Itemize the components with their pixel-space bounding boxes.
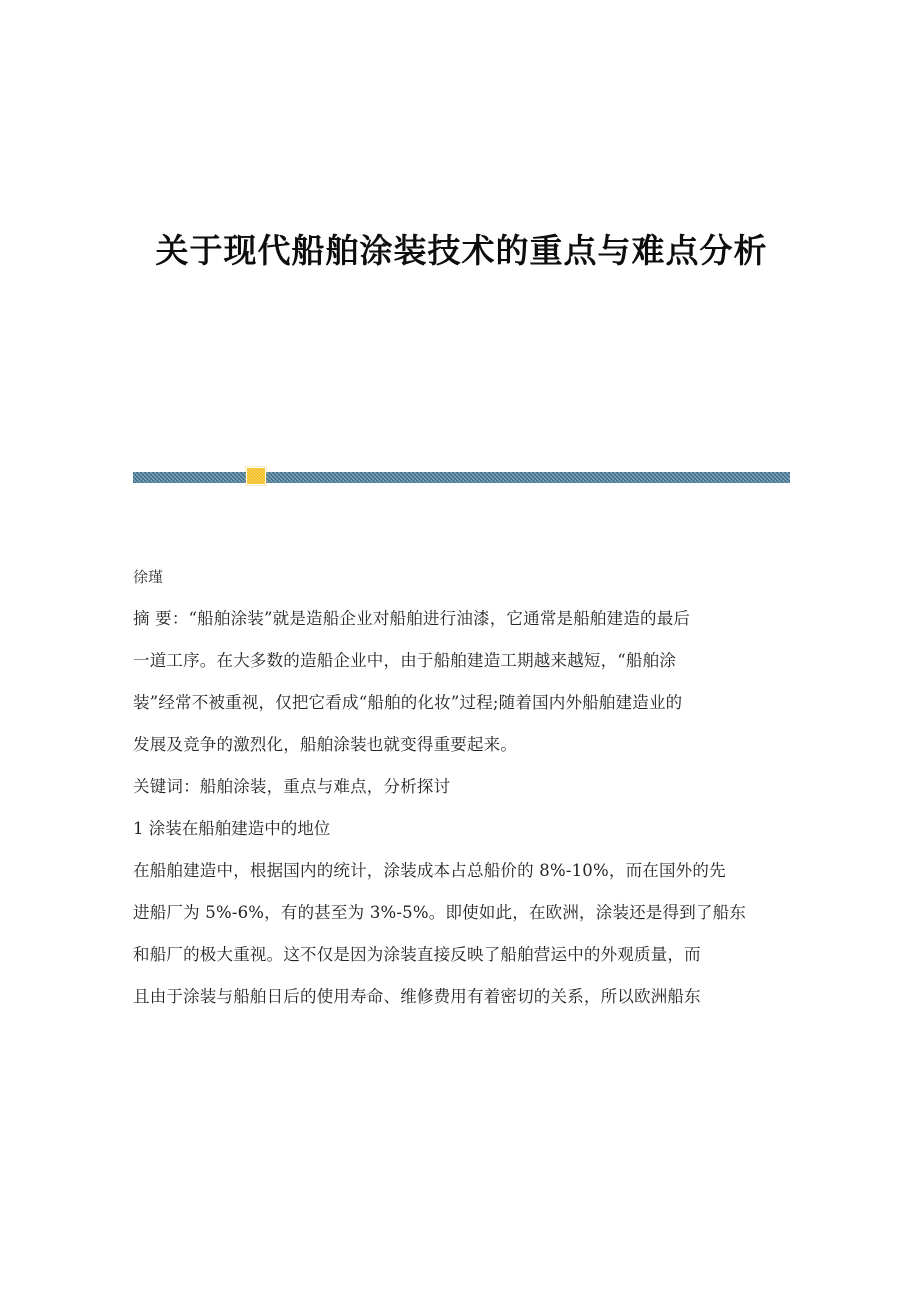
abstract-line: 装”经常不被重视，仅把它看成“船舶的化妆”过程;随着国内外船舶建造业的: [133, 693, 683, 712]
section-body-line: 且由于涂装与船舶日后的使用寿命、维修费用有着密切的关系，所以欧洲船东: [133, 987, 701, 1006]
abstract-line: 摘 要：“船舶涂装”就是造船企业对船舶进行油漆，它通常是船舶建造的最后: [133, 609, 691, 628]
keywords-line: 关键词：船舶涂装，重点与难点，分析探讨: [133, 777, 451, 796]
abstract-line: 一道工序。在大多数的造船企业中，由于船舶建造工期越来越短，“船舶涂: [133, 651, 677, 670]
author-name: 徐瑾: [133, 568, 164, 586]
abstract-line: 发展及竞争的激烈化，船舶涂装也就变得重要起来。: [133, 735, 518, 754]
section-body-line: 在船舶建造中，根据国内的统计，涂装成本占总船价的 8%-10%，而在国外的先: [133, 861, 726, 880]
gold-square-ornament-icon: [246, 467, 266, 485]
title-divider: [133, 466, 790, 488]
section-body-line: 和船厂的极大重视。这不仅是因为涂装直接反映了船舶营运中的外观质量，而: [133, 945, 701, 964]
section-body-line: 进船厂为 5%-6%，有的甚至为 3%-5%。即使如此，在欧洲，涂装还是得到了船东: [133, 903, 747, 922]
section-heading: 1 涂装在船舶建造中的地位: [133, 819, 331, 838]
divider-bar: [133, 472, 790, 483]
page-title: 关于现代船舶涂装技术的重点与难点分析: [155, 231, 768, 270]
document-body: [133, 556, 793, 1018]
